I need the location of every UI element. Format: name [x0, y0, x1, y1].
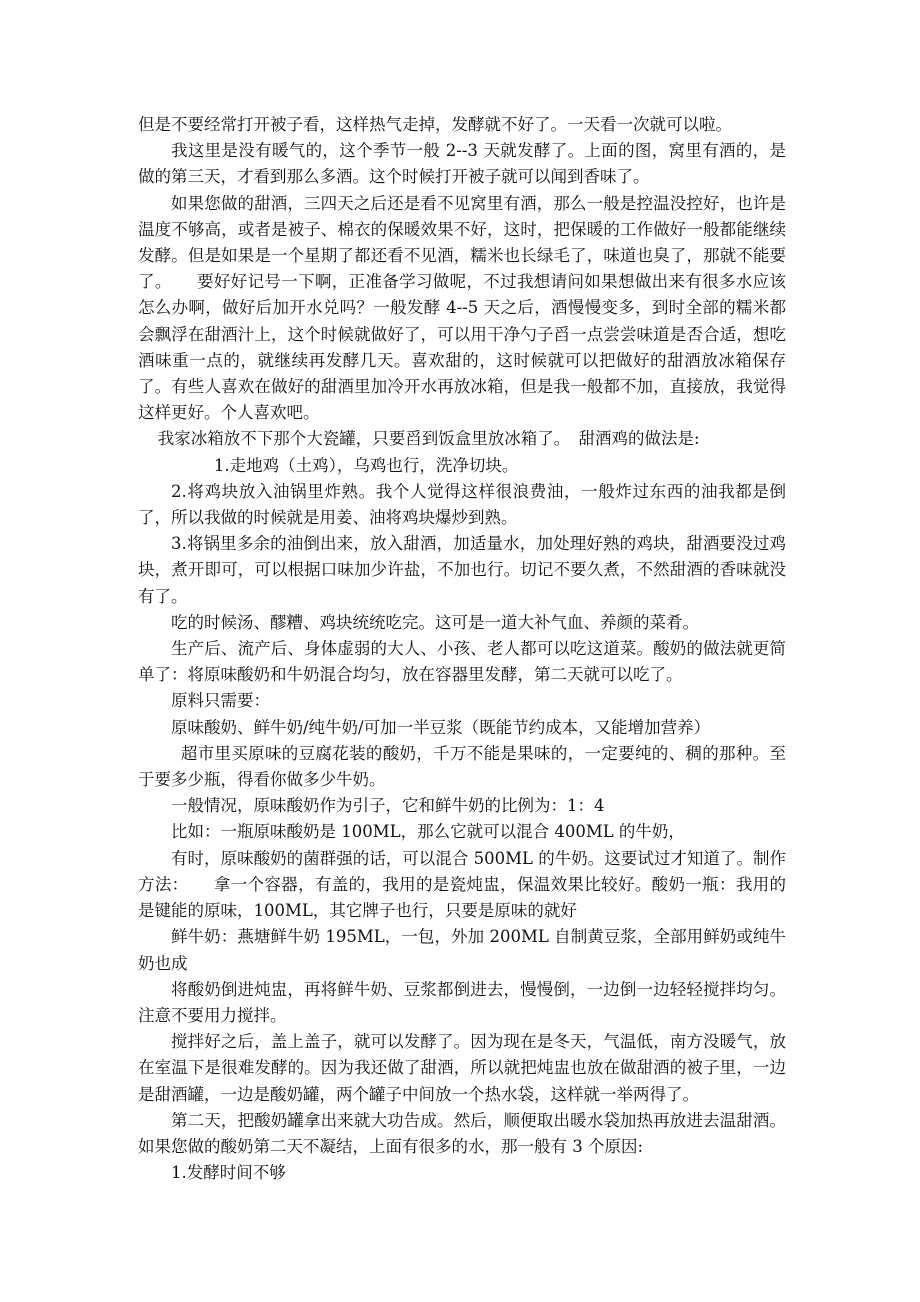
- paragraph-ratio: 一般情况，原味酸奶作为引子，它和鲜牛奶的比例为：1：4: [171, 796, 605, 816]
- paragraph-eating: 吃的时候汤、醪糟、鸡块统统吃完。这可是一道大补气血、养颜的菜肴。: [171, 612, 699, 632]
- paragraph-pour: 将酸奶倒进炖盅，再将鲜牛奶、豆浆都倒进去，慢慢倒，一边倒一边轻轻搅拌均匀。注意不要用力搅拌。: [138, 979, 786, 1025]
- paragraph-ingredients: 原味酸奶、鲜牛奶/纯牛奶/可加一半豆浆（既能节约成本，又能增加营养）: [171, 717, 711, 737]
- recipe-step-1: 1.走地鸡（土鸡），乌鸡也行，洗净切块。: [213, 455, 519, 475]
- paragraph-3: 如果您做的甜酒，三四天之后还是看不见窝里有酒，那么一般是控温没控好，也许是温度不够高，或者是被子、棉衣的保暖效果不好，这时，把保暖的工作做好一般都能继续发酵。但是如果是一个星期了都还看不见酒，糯米也长绿毛了，味道也臭了，那就不能要了。 要好好记号一下啊，正准备学习做呢，不过我想请问如果想做出来有很多水应该怎么办啊，做好后加开水兑吗？一般发酵 4--5 天之后，酒慢慢变多，到时全部的糯米都会飘浮在甜酒汁上，这个时候就做好了，可以用干净勺子舀一点尝尝味道是否合适，想吃酒味重一点的，就继续再发酵几天。喜欢甜的，这时候就可以把做好的甜酒放冰箱保存了。有些人喜欢在做好的甜酒里加冷开水再放冰箱，但是我一般都不加，直接放，我觉得这样更好。个人喜欢吧。: [138, 193, 786, 423]
- paragraph-1: 但是不要经常打开被子看，这样热气走掉，发酵就不好了。一天看一次就可以啦。: [138, 115, 732, 134]
- paragraph-method: 有时，原味酸奶的菌群强的话，可以混合 500ML 的牛奶。这要试过才知道了。制作方法： 拿一个容器，有盖的，我用的是瓷炖盅，保温效果比较好。酸奶一瓶：我用的是键能的原味，100ML，其它牌子也行，只要是原味的就好: [138, 848, 786, 921]
- reason-1: 1.发酵时间不够: [171, 1163, 286, 1183]
- paragraph-yogurt-intro: 生产后、流产后、身体虚弱的大人、小孩、老人都可以吃这道菜。酸奶的做法就更简单了：将原味酸奶和牛奶混合均匀，放在容器里发酵，第二天就可以吃了。: [138, 639, 786, 685]
- paragraph-next-day: 第二天，把酸奶罐拿出来就大功告成。然后，顺便取出暖水袋加热再放进去温甜酒。如果您做的酸奶第二天不凝结，上面有很多的水，那一般有 3 个原因:: [138, 1110, 786, 1156]
- paragraph-2: 我这里是没有暖气的，这个季节一般 2--3 天就发酵了。上面的图，窝里有酒的，是做的第三天，才看到那么多酒。这个时候打开被子就可以闻到香味了。: [138, 141, 786, 187]
- paragraph-ingredients-heading: 原料只需要：: [171, 691, 270, 711]
- paragraph-supermarket: 超市里买原味的豆腐花装的酸奶，千万不能是果味的，一定要纯的、稠的那种。至于要多少瓶，得看你做多少牛奶。: [138, 743, 786, 790]
- paragraph-milk: 鲜牛奶：燕塘鲜牛奶 195ML，一包，外加 200ML 自制黄豆浆，全部用鲜奶或纯牛奶也成: [138, 927, 786, 973]
- document-body: [138, 112, 786, 1186]
- recipe-step-3: 3.将锅里多余的油倒出来，放入甜酒，加适量水，加处理好熟的鸡块，甜酒要没过鸡块，煮开即可，可以根据口味加少许盐，不加也行。切记不要久煮，不然甜酒的香味就没有了。: [138, 534, 786, 606]
- paragraph-ferment: 搅拌好之后，盖上盖子，就可以发酵了。因为现在是冬天，气温低，南方没暖气，放在室温下是很难发酵的。因为我还做了甜酒，所以就把炖盅也放在做甜酒的被子里，一边是甜酒罐，一边是酸奶罐，两个罐子中间放一个热水袋，这样就一举两得了。: [138, 1032, 786, 1104]
- paragraph-example: 比如：一瓶原味酸奶是 100ML，那么它就可以混合 400ML 的牛奶，: [171, 822, 685, 842]
- recipe-step-2: 2.将鸡块放入油锅里炸熟。我个人觉得这样很浪费油，一般炸过东西的油我都是倒了，所以我做的时候就是用姜、油将鸡块爆炒到熟。: [138, 481, 786, 528]
- paragraph-4: 我家冰箱放不下那个大瓷罐，只要舀到饭盒里放冰箱了。 甜酒鸡的做法是:: [157, 429, 700, 449]
